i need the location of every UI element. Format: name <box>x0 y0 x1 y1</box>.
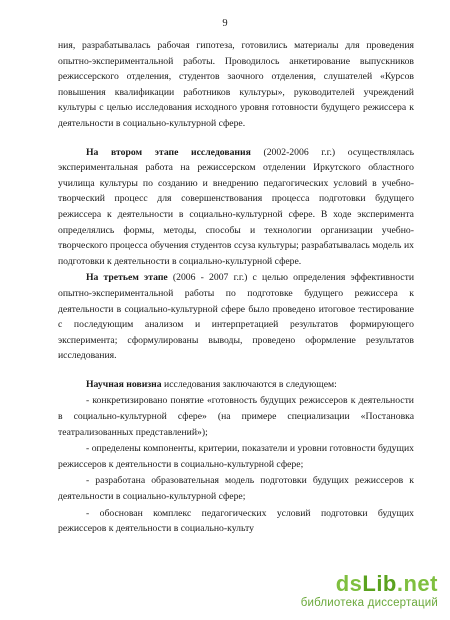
paragraph-second-stage <box>58 145 414 270</box>
watermark-logo-net: .net <box>396 571 438 596</box>
novelty-item-model <box>58 473 414 504</box>
watermark-logo <box>248 572 438 596</box>
watermark-logo-ds: ds <box>335 571 363 596</box>
novelty-item-conditions <box>58 506 414 537</box>
paragraph-scientific-novelty <box>58 377 414 393</box>
watermark <box>248 572 438 614</box>
watermark-logo-lib: Lib <box>362 571 397 596</box>
novelty-item-concept <box>58 393 414 440</box>
paragraph-text: исследования заключаются в следующем: <box>161 378 337 390</box>
paragraph-text: ния, разрабатывалась рабочая гипотеза, готовились материалы для проведения опытно-экспериментальной работы. Проводилось анкетирование выпускников режиссерского отделения, студентов заочного отделения, слушателей «Курсов повышения квалификации работников культуры», руководителей учреждений культуры с целью исследования исходного уровня готовности будущего режиссера к деятельности в социально-культурной сфере. <box>58 40 414 129</box>
scientific-novelty-heading: Научная новизна <box>86 378 162 390</box>
list-item-text: - разработана образовательная модель подготовки будущих режиссеров к деятельности в социально-культурной сфере; <box>58 475 414 503</box>
list-item-text: - обоснован комплекс педагогических условий подготовки будущих режиссеров к деятельности в социально-культу <box>58 507 414 535</box>
watermark-subtitle: библиотека диссертаций <box>300 597 438 609</box>
body-text <box>58 38 414 537</box>
page-number: 9 <box>222 18 228 29</box>
paragraph-stage-one-continuation <box>58 38 414 132</box>
paragraph-text: (2006 - 2007 г.г.) с целью определения эффективности опытно-экспериментальной работы по подготовке будущего режиссера к деятельности в социально-культурной сфере было проведено итоговое тестирование с последующим анализом и интерпретацией результатов формирующего эксперимента; сформулированы выводы, проведено оформление результатов исследования. <box>58 272 414 362</box>
paragraph-text: (2002-2006 г.г.) осуществлялась экспериментальная работа на режиссерском отделении Иркутского областного училища культуры по созданию и внедрению педагогических условий в учебно-творческий процесс для совершенствования процесса подготовки будущего режиссера к деятельности в социально-культурной сфере. В ходе эксперимента определялись формы, методы, способы и технологии организации учебно-творческого процесса обучения студентов ссуза культуры; разрабатывалась модель их подготовки к деятельности в социально-культурной сфере. <box>58 146 414 267</box>
list-item-text: - определены компоненты, критерии, показатели и уровни готовности будущих режиссеров к деятельности в социально-культурной сфере; <box>58 443 414 470</box>
paragraph-third-stage <box>58 270 414 364</box>
list-item-text: - конкретизировано понятие «готовность будущих режиссеров к деятельности в социально-культурной сфере» (на примере специализации «Постановка театрализованных представлений»); <box>58 395 414 438</box>
novelty-item-components <box>58 441 414 472</box>
second-stage-heading: На втором этапе исследования <box>86 146 251 158</box>
third-stage-heading: На третьем этапе <box>86 272 168 284</box>
